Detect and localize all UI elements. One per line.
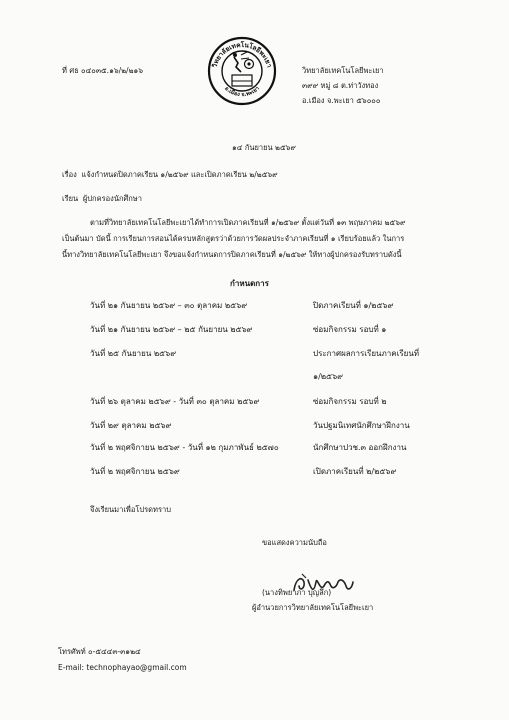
salutation-line — [62, 194, 142, 204]
subject-line — [62, 170, 278, 180]
reference-number: ที่ ศธ ๐๔๐๓๕.๑๖/๒/๒๑๖ — [62, 66, 144, 75]
to-text: ผู้ปกครองนักศึกษา — [82, 194, 142, 203]
schedule-date: วันที่ ๒๑ กันยายน ๒๕๖๙ – ๓๐ ตุลาคม ๒๕๖๙ — [90, 301, 248, 310]
body-line-2: เป็นต้นมา บัดนี้ การเรียนการสอนได้ครบหลักสูตรว่าด้วยการวัดผลประจำภาคเรียนที่ ๑ เรียบร้อยแล้ว ในการ — [62, 234, 405, 243]
schedule-event-continued: ๑/๒๕๖๙ — [313, 372, 344, 381]
sender-address-line2: อ.เมือง จ.พะเยา ๕๖๐๐๐ — [302, 96, 381, 105]
seal-bottom-text: อ.เมือง จ.พะเยา — [223, 85, 261, 99]
college-seal-icon — [207, 35, 277, 107]
letter-date: ๑๔ กันยายน ๒๕๖๙ — [232, 143, 296, 152]
sender-address-line1: ๓๙๙ หมู่ ๘ ต.ท่าวังทอง — [302, 81, 379, 90]
schedule-event: ปิดภาคเรียนที่ ๑/๒๕๖๙ — [313, 301, 394, 310]
schedule-title: กำหนดการ — [230, 279, 269, 288]
to-label: เรียน — [62, 194, 79, 203]
schedule-date: วันที่ ๒๙ ตุลาคม ๒๕๖๙ — [90, 421, 172, 430]
body-line-3: นี้ทางวิทยาลัยเทคโนโลยีพะเยา จึงขอแจ้งกำหนดการปิดภาคเรียนที่ ๑/๒๕๖๙ ให้ทางผู้ปกครองรับทราบดังนี้ — [62, 250, 402, 259]
subject-label: เรื่อง — [62, 170, 77, 179]
footer-email: E-mail: technophayao@gmail.com — [58, 663, 187, 672]
schedule-date: วันที่ ๒ พฤศจิกายน ๒๕๖๙ - วันที่ ๑๒ กุมภาพันธ์ ๒๕๗๐ — [90, 443, 279, 452]
schedule-date: วันที่ ๒๖ ตุลาคม ๒๕๖๙ - วันที่ ๓๐ ตุลาคม ๒๕๖๙ — [90, 397, 260, 406]
schedule-date: วันที่ ๒๕ กันยายน ๒๕๖๙ — [90, 349, 177, 358]
schedule-event: ซ่อมกิจกรรม รอบที่ ๒ — [313, 397, 387, 406]
schedule-event: ซ่อมกิจกรรม รอบที่ ๑ — [313, 325, 387, 334]
closing-text: จึงเรียนมาเพื่อโปรดทราบ — [90, 505, 171, 514]
schedule-event: นักศึกษาปวช.๓ ออกฝึกงาน — [313, 443, 407, 452]
schedule-date: วันที่ ๒ พฤศจิกายน ๒๕๖๙ — [90, 467, 180, 476]
sender-name: วิทยาลัยเทคโนโลยีพะเยา — [302, 66, 384, 75]
subject-text: แจ้งกำหนดปิดภาคเรียน ๑/๒๕๖๙ และเปิดภาคเรียน ๒/๒๕๖๙ — [81, 170, 278, 179]
signer-title: ผู้อำนวยการวิทยาลัยเทคโนโลยีพะเยา — [252, 603, 374, 612]
body-line-1: ตามที่วิทยาลัยเทคโนโลยีพะเยาได้ทำการเปิดภาคเรียนที่ ๑/๒๕๖๙ ตั้งแต่วันที่ ๑๓ พฤษภาคม ๒๕๖๙ — [90, 218, 406, 227]
seal-top-text: วิทยาลัยเทคโนโลยีพะเยา — [210, 40, 274, 69]
schedule-date: วันที่ ๒๑ กันยายน ๒๕๖๙ – ๒๕ กันยายน ๒๕๖๙ — [90, 325, 253, 334]
schedule-event: ประกาศผลการเรียนภาคเรียนที่ — [313, 349, 420, 358]
signer-name: (นางทิพยาภา บุญลึก) — [262, 588, 332, 597]
footer-phone: โทรศัพท์ ๐-๕๔๔๓-๓๑๒๔ — [58, 647, 141, 656]
schedule-event: เปิดภาคเรียนที่ ๒/๒๕๖๙ — [313, 467, 397, 476]
regards-text: ขอแสดงความนับถือ — [262, 538, 327, 547]
schedule-event: วันปฐมนิเทศนักศึกษาฝึกงาน — [313, 421, 410, 430]
